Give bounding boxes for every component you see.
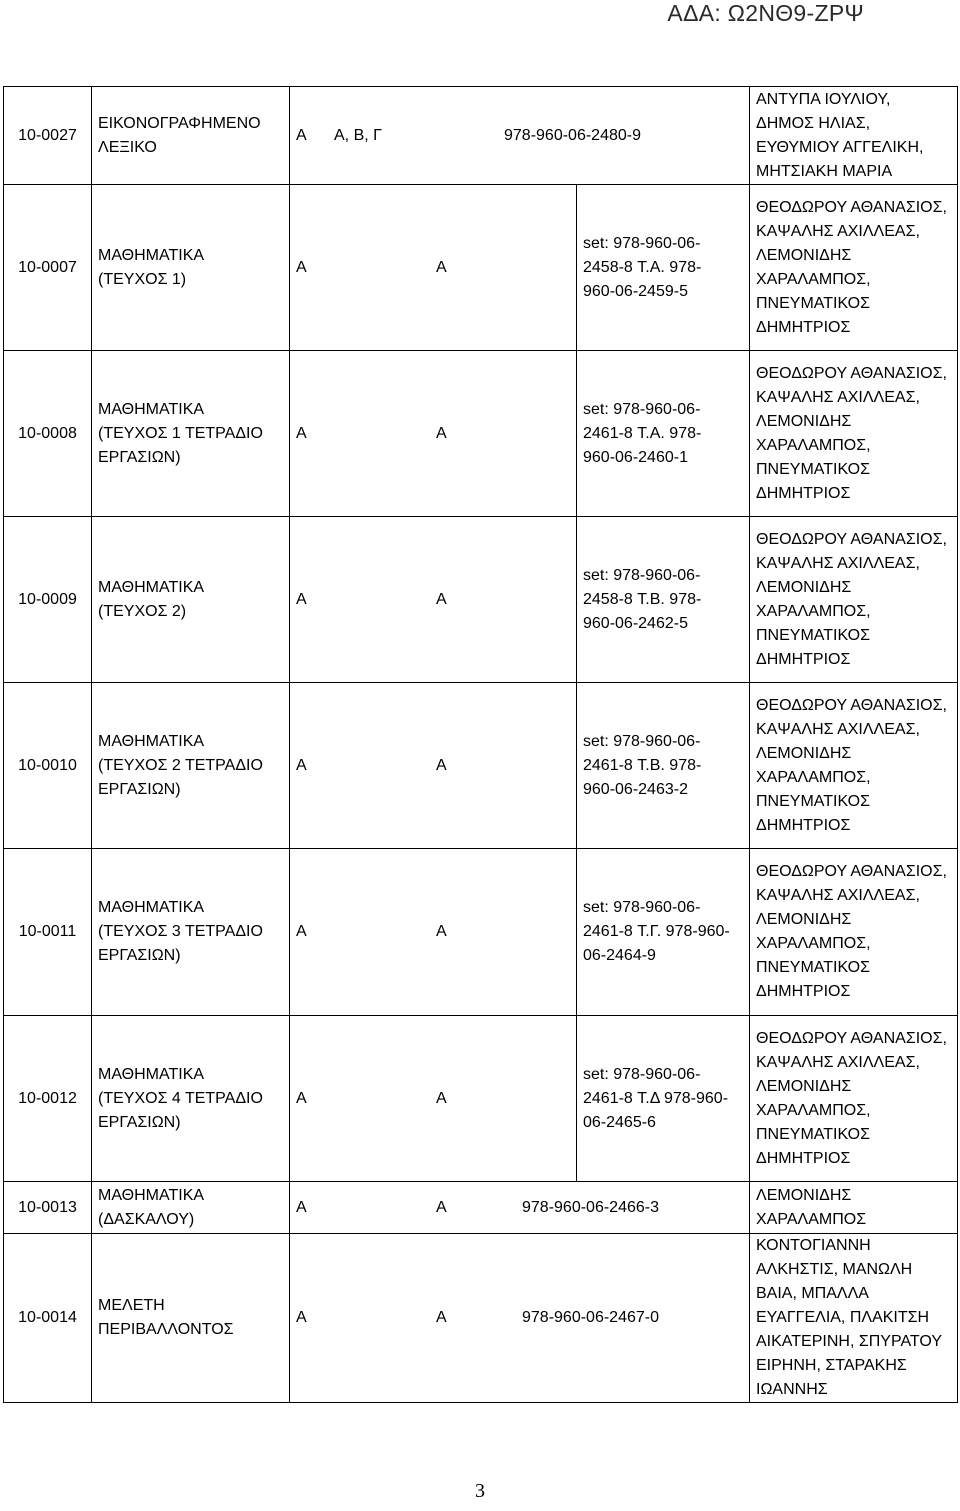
isbn: set: 978-960-06-2458-8 Τ.Α. 978-960-06-2459-5 bbox=[577, 185, 750, 351]
book-title: ΜΑΘΗΜΑΤΙΚΑ (ΤΕΥΧΟΣ 2) bbox=[92, 517, 290, 683]
page-number: 3 bbox=[475, 1480, 485, 1502]
table-row bbox=[4, 351, 958, 517]
book-title: ΜΑΘΗΜΑΤΙΚΑ (ΤΕΥΧΟΣ 2 ΤΕΤΡΑΔΙΟ ΕΡΓΑΣΙΩΝ) bbox=[92, 683, 290, 849]
table-row bbox=[4, 1234, 958, 1403]
book-code: 10-0013 bbox=[4, 1182, 92, 1234]
table-row bbox=[4, 1182, 958, 1234]
book-title: ΜΑΘΗΜΑΤΙΚΑ (ΤΕΥΧΟΣ 4 ΤΕΤΡΑΔΙΟ ΕΡΓΑΣΙΩΝ) bbox=[92, 1016, 290, 1182]
isbn: set: 978-960-06-2461-8 Τ.Β. 978-960-06-2463-2 bbox=[577, 683, 750, 849]
isbn: set: 978-960-06-2461-8 Τ.Α. 978-960-06-2460-1 bbox=[577, 351, 750, 517]
authors: ΘΕΟΔΩΡΟΥ ΑΘΑΝΑΣΙΟΣ, ΚΑΨΑΛΗΣ ΑΧΙΛΛΕΑΣ, ΛΕΜΟΝΙΔΗΣ ΧΑΡΑΛΑΜΠΟΣ, ΠΝΕΥΜΑΤΙΚΟΣ ΔΗΜΗΤΡΙΟΣ bbox=[750, 683, 958, 849]
class-isbn-cell bbox=[290, 1234, 750, 1403]
class-level: Α bbox=[436, 923, 447, 940]
class-isbn-cell bbox=[290, 87, 750, 185]
book-code: 10-0009 bbox=[4, 517, 92, 683]
class-isbn-cell bbox=[290, 1182, 750, 1234]
class-grade: Α bbox=[296, 1089, 307, 1107]
ada-header: ΑΔΑ: Ω2ΝΘ9-ΖΡΨ bbox=[667, 0, 864, 26]
book-code: 10-0008 bbox=[4, 351, 92, 517]
book-title: ΕΙΚΟΝΟΓΡΑΦΗΜΕΝΟ ΛΕΞΙΚΟ bbox=[92, 87, 290, 185]
isbn: set: 978-960-06-2458-8 Τ.Β. 978-960-06-2462-5 bbox=[577, 517, 750, 683]
isbn: set: 978-960-06-2461-8 Τ.Γ. 978-960-06-2464-9 bbox=[577, 849, 750, 1016]
isbn: 978-960-06-2466-3 bbox=[522, 1198, 659, 1216]
class-cell bbox=[290, 1016, 577, 1182]
class-level: Α, Β, Γ bbox=[334, 126, 382, 144]
book-code: 10-0027 bbox=[4, 87, 92, 185]
class-level: Α bbox=[436, 1198, 447, 1216]
class-cell bbox=[290, 683, 577, 849]
book-code: 10-0007 bbox=[4, 185, 92, 351]
books-table bbox=[3, 86, 958, 1403]
table-row bbox=[4, 517, 958, 683]
class-cell bbox=[290, 185, 577, 351]
book-title: ΜΑΘΗΜΑΤΙΚΑ (ΤΕΥΧΟΣ 1) bbox=[92, 185, 290, 351]
authors: ΛΕΜΟΝΙΔΗΣ ΧΑΡΑΛΑΜΠΟΣ bbox=[750, 1182, 958, 1234]
isbn: 978-960-06-2467-0 bbox=[522, 1309, 659, 1326]
authors: ΚΟΝΤΟΓΙΑΝΝΗ ΑΛΚΗΣΤΙΣ, ΜΑΝΩΛΗ ΒΑΙΑ, ΜΠΑΛΛΑ ΕΥΑΓΓΕΛΙΑ, ΠΛΑΚΙΤΣΗ ΑΙΚΑΤΕΡΙΝΗ, ΣΠΥΡΑΤΟΥ ΕΙΡΗΝΗ, ΣΤΑΡΑΚΗΣ ΙΩΑΝΝΗΣ bbox=[750, 1234, 958, 1403]
book-code: 10-0011 bbox=[4, 849, 92, 1016]
class-grade: Α bbox=[296, 1198, 307, 1216]
class-level: Α bbox=[436, 590, 447, 608]
table-row bbox=[4, 87, 958, 185]
book-title: ΜΕΛΕΤΗ ΠΕΡΙΒΑΛΛΟΝΤΟΣ bbox=[92, 1234, 290, 1403]
book-code: 10-0012 bbox=[4, 1016, 92, 1182]
authors: ΘΕΟΔΩΡΟΥ ΑΘΑΝΑΣΙΟΣ, ΚΑΨΑΛΗΣ ΑΧΙΛΛΕΑΣ, ΛΕΜΟΝΙΔΗΣ ΧΑΡΑΛΑΜΠΟΣ, ΠΝΕΥΜΑΤΙΚΟΣ ΔΗΜΗΤΡΙΟΣ bbox=[750, 1016, 958, 1182]
table-row bbox=[4, 849, 958, 1016]
class-cell bbox=[290, 517, 577, 683]
class-grade: Α bbox=[296, 756, 307, 774]
book-title: ΜΑΘΗΜΑΤΙΚΑ (ΔΑΣΚΑΛΟΥ) bbox=[92, 1182, 290, 1234]
isbn: 978-960-06-2480-9 bbox=[504, 126, 641, 144]
class-grade: Α bbox=[296, 923, 307, 940]
authors: ΘΕΟΔΩΡΟΥ ΑΘΑΝΑΣΙΟΣ, ΚΑΨΑΛΗΣ ΑΧΙΛΛΕΑΣ, ΛΕΜΟΝΙΔΗΣ ΧΑΡΑΛΑΜΠΟΣ, ΠΝΕΥΜΑΤΙΚΟΣ ΔΗΜΗΤΡΙΟΣ bbox=[750, 517, 958, 683]
class-grade: Α bbox=[296, 258, 307, 276]
class-cell bbox=[290, 849, 577, 1016]
authors: ΘΕΟΔΩΡΟΥ ΑΘΑΝΑΣΙΟΣ, ΚΑΨΑΛΗΣ ΑΧΙΛΛΕΑΣ, ΛΕΜΟΝΙΔΗΣ ΧΑΡΑΛΑΜΠΟΣ, ΠΝΕΥΜΑΤΙΚΟΣ ΔΗΜΗΤΡΙΟΣ bbox=[750, 351, 958, 517]
class-level: Α bbox=[436, 1309, 447, 1326]
class-grade: Α bbox=[296, 424, 307, 442]
table-row bbox=[4, 185, 958, 351]
class-level: Α bbox=[436, 756, 447, 774]
class-level: Α bbox=[436, 1089, 447, 1107]
class-grade: Α bbox=[296, 126, 307, 144]
isbn: set: 978-960-06-2461-8 Τ.Δ 978-960-06-2465-6 bbox=[577, 1016, 750, 1182]
class-grade: Α bbox=[296, 1309, 307, 1326]
table-row bbox=[4, 1016, 958, 1182]
book-title: ΜΑΘΗΜΑΤΙΚΑ (ΤΕΥΧΟΣ 1 ΤΕΤΡΑΔΙΟ ΕΡΓΑΣΙΩΝ) bbox=[92, 351, 290, 517]
authors: ΘΕΟΔΩΡΟΥ ΑΘΑΝΑΣΙΟΣ, ΚΑΨΑΛΗΣ ΑΧΙΛΛΕΑΣ, ΛΕΜΟΝΙΔΗΣ ΧΑΡΑΛΑΜΠΟΣ, ΠΝΕΥΜΑΤΙΚΟΣ ΔΗΜΗΤΡΙΟΣ bbox=[750, 185, 958, 351]
class-level: Α bbox=[436, 424, 447, 442]
class-grade: Α bbox=[296, 590, 307, 608]
authors: ΑΝΤΥΠΑ ΙΟΥΛΙΟΥ, ΔΗΜΟΣ ΗΛΙΑΣ, ΕΥΘΥΜΙΟΥ ΑΓΓΕΛΙΚΗ, ΜΗΤΣΙΑΚΗ ΜΑΡΙΑ bbox=[750, 87, 958, 185]
book-title: ΜΑΘΗΜΑΤΙΚΑ (ΤΕΥΧΟΣ 3 ΤΕΤΡΑΔΙΟ ΕΡΓΑΣΙΩΝ) bbox=[92, 849, 290, 1016]
authors: ΘΕΟΔΩΡΟΥ ΑΘΑΝΑΣΙΟΣ, ΚΑΨΑΛΗΣ ΑΧΙΛΛΕΑΣ, ΛΕΜΟΝΙΔΗΣ ΧΑΡΑΛΑΜΠΟΣ, ΠΝΕΥΜΑΤΙΚΟΣ ΔΗΜΗΤΡΙΟΣ bbox=[750, 849, 958, 1016]
book-code: 10-0010 bbox=[4, 683, 92, 849]
class-cell bbox=[290, 351, 577, 517]
book-code: 10-0014 bbox=[4, 1234, 92, 1403]
class-level: Α bbox=[436, 258, 447, 276]
table-row bbox=[4, 683, 958, 849]
